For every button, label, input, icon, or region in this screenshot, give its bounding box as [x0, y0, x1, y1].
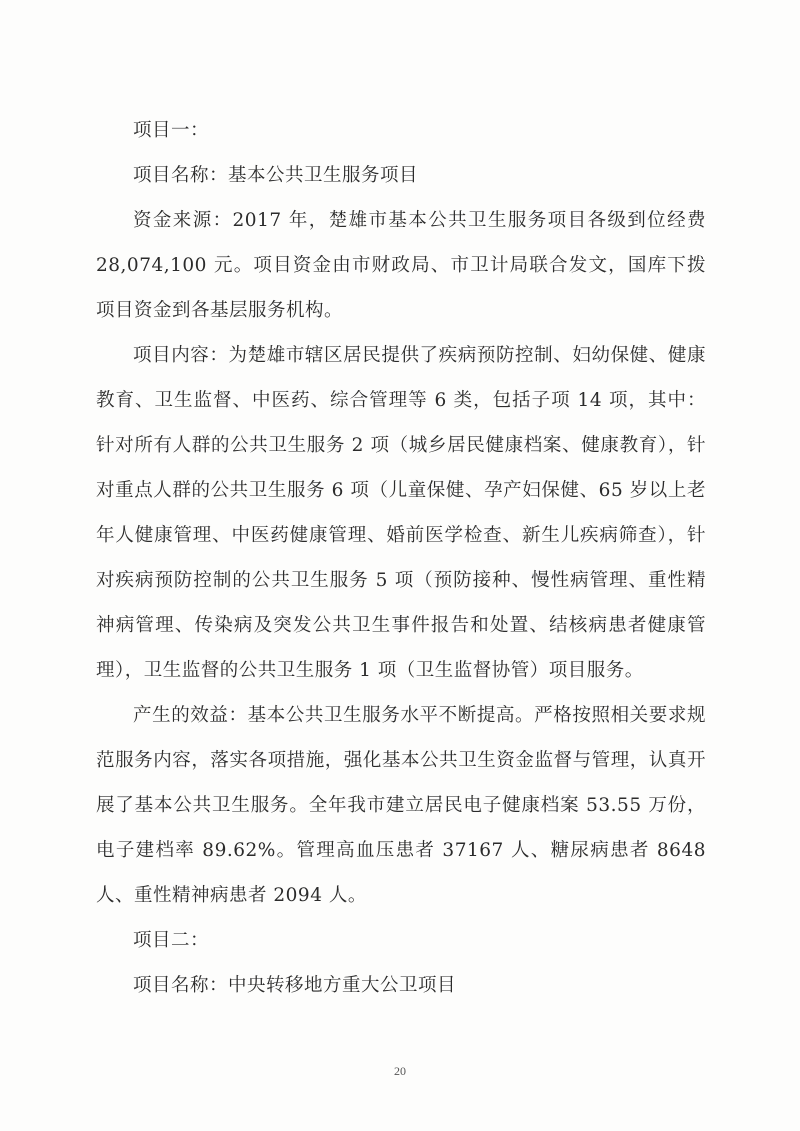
page-number: 20: [394, 1064, 406, 1078]
project-two-name: 项目名称：中央转移地方重大公卫项目: [133, 975, 457, 996]
project-one-name: 项目名称：基本公共卫生服务项目: [133, 165, 419, 186]
document-body: [96, 108, 706, 1008]
project-one-heading: 项目一：: [133, 120, 210, 141]
project-two-heading: 项目二：: [133, 930, 210, 951]
project-one-benefits: 产生的效益：基本公共卫生服务水平不断提高。严格按照相关要求规范服务内容，落实各项措施，强化基本公共卫生资金监督与管理，认真开展了基本公共卫生服务。全年我市建立居民电子健康档案 53.55 万份，电子建档率 89.62%。管理高血压患者 37167 人、糖尿病患者 8648 人、重性精神病患者 2094 人。: [96, 705, 706, 906]
project-one-content: 项目内容：为楚雄市辖区居民提供了疾病预防控制、妇幼保健、健康教育、卫生监督、中医药、综合管理等 6 类，包括子项 14 项，其中：针对所有人群的公共卫生服务 2 项（城乡居民健康档案、健康教育），针对重点人群的公共卫生服务 6 项（儿童保健、孕产妇保健、65 岁以上老年人健康管理、中医药健康管理、婚前医学检查、新生儿疾病筛查），针对疾病预防控制的公共卫生服务 5 项（预防接种、慢性病管理、重性精神病管理、传染病及突发公共卫生事件报告和处置、结核病患者健康管理），卫生监督的公共卫生服务 1 项（卫生监督协管）项目服务。: [96, 345, 706, 681]
project-one-funding-source: 资金来源：2017 年，楚雄市基本公共卫生服务项目各级到位经费 28,074,100 元。项目资金由市财政局、市卫计局联合发文，国库下拨项目资金到各基层服务机构。: [96, 210, 706, 321]
